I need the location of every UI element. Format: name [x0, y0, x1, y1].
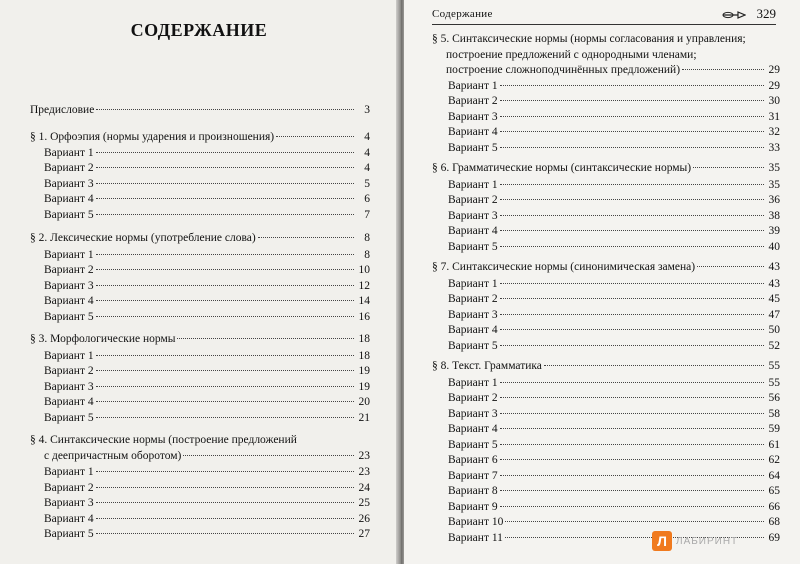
toc-entry: [44, 411, 370, 425]
toc-entry: [44, 364, 370, 378]
dot-leader: [258, 237, 354, 238]
dot-leader: [500, 298, 764, 299]
toc-entry-page: 6: [364, 193, 370, 205]
dot-leader: [96, 109, 354, 110]
toc-entry-page: 27: [358, 528, 370, 540]
toc-entry-page: 12: [358, 280, 370, 292]
toc-entry-label: Вариант 3: [448, 210, 498, 222]
toc-entry-page: 4: [364, 162, 370, 174]
toc-entry-page: 50: [768, 324, 780, 336]
toc-entry-page: 35: [768, 179, 780, 191]
toc-entry: [44, 527, 370, 541]
toc-entry-label: Вариант 2: [44, 162, 94, 174]
toc-entry-page: 18: [358, 333, 370, 345]
toc-entry-label: § 2. Лексические нормы (употребление слова): [30, 232, 256, 244]
toc-entry-label: Вариант 7: [448, 470, 498, 482]
toc-entry: [448, 484, 780, 498]
toc-entry-page: 45: [768, 293, 780, 305]
toc-entry: [44, 481, 370, 495]
dot-leader: [500, 428, 764, 429]
dot-leader: [183, 455, 354, 456]
toc-entry-page: 4: [364, 131, 370, 143]
toc-entry-label: с деепричастным оборотом): [44, 450, 182, 462]
toc-entry-label: Вариант 2: [448, 95, 498, 107]
toc-section-heading: построение предложений с однородными членами;: [446, 49, 697, 61]
toc-entry-page: 8: [364, 249, 370, 261]
toc-entry-label: Вариант 1: [44, 249, 94, 261]
toc-entry-label: Вариант 4: [44, 513, 94, 525]
dot-leader: [500, 490, 764, 491]
dot-leader: [505, 521, 764, 522]
toc-entry-label: Вариант 4: [448, 324, 498, 336]
toc-entry-page: 59: [768, 423, 780, 435]
toc-entry: [44, 279, 370, 293]
toc-entry: [44, 465, 370, 479]
toc-entry: [44, 310, 370, 324]
toc-entry: [448, 110, 780, 124]
toc-entry-label: Вариант 1: [44, 466, 94, 478]
toc-entry-label: § 6. Грамматические нормы (синтаксические нормы): [432, 162, 692, 174]
toc-entry: [448, 453, 780, 467]
dot-leader: [96, 254, 354, 255]
toc-entry-page: 55: [768, 377, 780, 389]
toc-entry-label: Вариант 3: [44, 497, 94, 509]
toc-entry-page: 64: [768, 470, 780, 482]
dot-leader: [500, 382, 764, 383]
dot-leader: [544, 365, 764, 366]
toc-entry-label: Вариант 5: [448, 241, 498, 253]
dot-leader: [500, 506, 764, 507]
dot-leader: [500, 199, 764, 200]
toc-entry: [30, 103, 370, 117]
toc-entry: [448, 141, 780, 155]
toc-entry: [44, 349, 370, 363]
toc-entry: [448, 500, 780, 514]
toc-entry-page: 68: [768, 516, 780, 528]
dot-leader: [96, 401, 354, 402]
toc-entry-label: Вариант 5: [448, 340, 498, 352]
dot-leader: [96, 285, 354, 286]
dot-leader: [500, 345, 764, 346]
dot-leader: [500, 283, 764, 284]
dot-leader: [697, 266, 764, 267]
dot-leader: [96, 183, 354, 184]
toc-entry-page: 23: [358, 450, 370, 462]
toc-entry-label: § 7. Синтаксические нормы (синонимическая замена): [432, 261, 696, 273]
toc-entry-label: Вариант 2: [448, 293, 498, 305]
toc-entry-label: Вариант 2: [448, 194, 498, 206]
dot-leader: [96, 214, 354, 215]
toc-entry-label: Вариант 6: [448, 454, 498, 466]
toc-entry-label: Вариант 1: [448, 278, 498, 290]
toc-entry: [44, 263, 370, 277]
running-title: Содержание: [432, 8, 493, 20]
toc-entry-label: Вариант 3: [448, 111, 498, 123]
toc-entry: [44, 496, 370, 510]
toc-entry-page: 29: [768, 80, 780, 92]
dot-leader: [500, 246, 764, 247]
toc-entry-page: 55: [768, 360, 780, 372]
dot-leader: [96, 355, 354, 356]
dot-leader: [96, 198, 354, 199]
toc-entry-label: Вариант 5: [44, 311, 94, 323]
toc-entry-page: 8: [364, 232, 370, 244]
toc-entry: [448, 407, 780, 421]
toc-entry: [448, 391, 780, 405]
dot-leader: [500, 85, 764, 86]
dot-leader: [500, 397, 764, 398]
toc-entry: [448, 193, 780, 207]
toc-entry: [448, 438, 780, 452]
dot-leader: [96, 417, 354, 418]
toc-entry-page: 66: [768, 501, 780, 513]
toc-entry-label: Предисловие: [30, 104, 95, 116]
dot-leader: [96, 533, 354, 534]
toc-entry-page: 43: [768, 278, 780, 290]
toc-entry-label: Вариант 4: [44, 295, 94, 307]
toc-entry-label: § 8. Текст. Грамматика: [432, 360, 542, 372]
toc-entry-label: Вариант 1: [448, 80, 498, 92]
toc-entry: [448, 209, 780, 223]
right-page: [404, 0, 800, 564]
toc-entry-label: Вариант 2: [448, 392, 498, 404]
dot-leader: [500, 314, 764, 315]
toc-entry-label: Вариант 5: [448, 439, 498, 451]
dot-leader: [96, 471, 354, 472]
dot-leader: [500, 131, 764, 132]
toc-entry-label: Вариант 8: [448, 485, 498, 497]
toc-entry-page: 21: [358, 412, 370, 424]
dot-leader: [500, 184, 764, 185]
dot-leader: [500, 230, 764, 231]
dot-leader: [693, 167, 764, 168]
toc-entry: [30, 332, 370, 346]
toc-entry: [448, 422, 780, 436]
toc-entry: [44, 146, 370, 160]
toc-entry-label: Вариант 3: [44, 280, 94, 292]
dot-leader: [500, 215, 764, 216]
dot-leader: [500, 459, 764, 460]
toc-entry-page: 3: [364, 104, 370, 116]
toc-entry-page: 36: [768, 194, 780, 206]
toc-entry-label: Вариант 9: [448, 501, 498, 513]
toc-entry: [448, 125, 780, 139]
toc-entry-page: 30: [768, 95, 780, 107]
toc-entry-page: 38: [768, 210, 780, 222]
toc-entry-page: 65: [768, 485, 780, 497]
toc-entry-label: Вариант 5: [448, 142, 498, 154]
toc-entry-page: 39: [768, 225, 780, 237]
dot-leader: [500, 329, 764, 330]
dot-leader: [500, 116, 764, 117]
toc-entry-page: 20: [358, 396, 370, 408]
toc-entry-label: Вариант 11: [448, 532, 503, 544]
page-title: СОДЕРЖАНИЕ: [130, 20, 268, 40]
toc-entry-page: 56: [768, 392, 780, 404]
toc-entry-page: 62: [768, 454, 780, 466]
toc-entry-page: 25: [358, 497, 370, 509]
toc-entry-page: 32: [768, 126, 780, 138]
toc-entry-label: Вариант 5: [44, 412, 94, 424]
toc-entry: [30, 231, 370, 245]
toc-entry-page: 43: [768, 261, 780, 273]
dot-leader: [96, 167, 354, 168]
toc-entry-page: 16: [358, 311, 370, 323]
toc-entry: [44, 449, 370, 463]
dot-leader: [96, 386, 354, 387]
toc-entry-label: Вариант 1: [448, 377, 498, 389]
toc-entry-page: 58: [768, 408, 780, 420]
toc-entry: [446, 63, 780, 77]
toc-entry: [432, 359, 780, 373]
toc-entry-label: Вариант 10: [448, 516, 504, 528]
toc-entry-label: Вариант 4: [448, 423, 498, 435]
toc-entry: [448, 224, 780, 238]
toc-entry-label: Вариант 4: [44, 396, 94, 408]
watermark-text: ЛАБИРИНТ: [676, 536, 739, 547]
toc-entry: [448, 178, 780, 192]
toc-entry-label: Вариант 3: [44, 381, 94, 393]
toc-entry: [448, 515, 780, 529]
toc-entry: [30, 130, 370, 144]
toc-entry: [448, 308, 780, 322]
toc-entry: [448, 469, 780, 483]
toc-entry-label: Вариант 2: [44, 482, 94, 494]
toc-entry: [44, 512, 370, 526]
toc-entry-page: 19: [358, 381, 370, 393]
toc-entry-label: построение сложноподчинённых предложений): [446, 64, 681, 76]
dot-leader: [276, 136, 354, 137]
dot-leader: [96, 316, 354, 317]
toc-entry: [448, 292, 780, 306]
toc-entry-page: 47: [768, 309, 780, 321]
left-page: [0, 0, 398, 564]
toc-entry-label: Вариант 4: [448, 126, 498, 138]
toc-entry-page: 52: [768, 340, 780, 352]
toc-entry-label: Вариант 3: [448, 309, 498, 321]
toc-entry-page: 35: [768, 162, 780, 174]
toc-section-heading: § 5. Синтаксические нормы (нормы согласования и управления;: [432, 33, 746, 45]
toc-entry-page: 18: [358, 350, 370, 362]
toc-entry-label: Вариант 4: [44, 193, 94, 205]
toc-entry-page: 14: [358, 295, 370, 307]
toc-entry: [44, 294, 370, 308]
toc-entry-label: Вариант 1: [44, 350, 94, 362]
labirint-logo: Л: [652, 531, 672, 551]
toc-entry-label: Вариант 4: [448, 225, 498, 237]
dot-leader: [96, 487, 354, 488]
toc-entry-label: Вариант 2: [44, 264, 94, 276]
toc-entry: [44, 192, 370, 206]
toc-entry: [448, 240, 780, 254]
toc-entry-page: 4: [364, 147, 370, 159]
pointing-hand-icon: [722, 11, 746, 19]
toc-entry-page: 23: [358, 466, 370, 478]
toc-entry: [44, 248, 370, 262]
dot-leader: [96, 269, 354, 270]
toc-entry: [448, 94, 780, 108]
toc-entry: [448, 339, 780, 353]
page-number: 329: [756, 6, 776, 21]
toc-entry-page: 61: [768, 439, 780, 451]
dot-leader: [682, 69, 764, 70]
dot-leader: [500, 475, 764, 476]
toc-entry-label: Вариант 2: [44, 365, 94, 377]
toc-entry-page: 19: [358, 365, 370, 377]
dot-leader: [500, 444, 764, 445]
toc-entry: [448, 376, 780, 390]
dot-leader: [500, 147, 764, 148]
toc-entry-page: 69: [768, 532, 780, 544]
toc-entry-label: Вариант 3: [448, 408, 498, 420]
dot-leader: [96, 502, 354, 503]
toc-entry-page: 5: [364, 178, 370, 190]
toc-entry-page: 24: [358, 482, 370, 494]
toc-entry-label: Вариант 5: [44, 209, 94, 221]
toc-entry-label: Вариант 3: [44, 178, 94, 190]
dot-leader: [96, 518, 354, 519]
dot-leader: [96, 152, 354, 153]
toc-section-heading: § 4. Синтаксические нормы (построение предложений: [30, 434, 297, 446]
running-head: [432, 6, 776, 25]
toc-entry: [44, 208, 370, 222]
dot-leader: [96, 300, 354, 301]
toc-entry-page: 33: [768, 142, 780, 154]
dot-leader: [500, 413, 764, 414]
toc-entry-label: Вариант 1: [44, 147, 94, 159]
toc-entry-page: 10: [358, 264, 370, 276]
toc-entry: [44, 177, 370, 191]
toc-entry-page: 31: [768, 111, 780, 123]
toc-entry-page: 40: [768, 241, 780, 253]
toc-entry: [432, 161, 780, 175]
toc-entry-page: 26: [358, 513, 370, 525]
toc-entry-page: 7: [364, 209, 370, 221]
toc-entry: [448, 277, 780, 291]
toc-entry-label: § 1. Орфоэпия (нормы ударения и произношения): [30, 131, 275, 143]
toc-entry-label: § 3. Морфологические нормы: [30, 333, 176, 345]
toc-entry: [44, 161, 370, 175]
toc-entry: [448, 79, 780, 93]
dot-leader: [177, 338, 354, 339]
toc-entry-page: 29: [768, 64, 780, 76]
toc-entry: [448, 323, 780, 337]
dot-leader: [96, 370, 354, 371]
dot-leader: [500, 100, 764, 101]
toc-entry: [44, 395, 370, 409]
toc-entry: [432, 260, 780, 274]
toc-entry-label: Вариант 5: [44, 528, 94, 540]
toc-entry-label: Вариант 1: [448, 179, 498, 191]
toc-entry: [44, 380, 370, 394]
